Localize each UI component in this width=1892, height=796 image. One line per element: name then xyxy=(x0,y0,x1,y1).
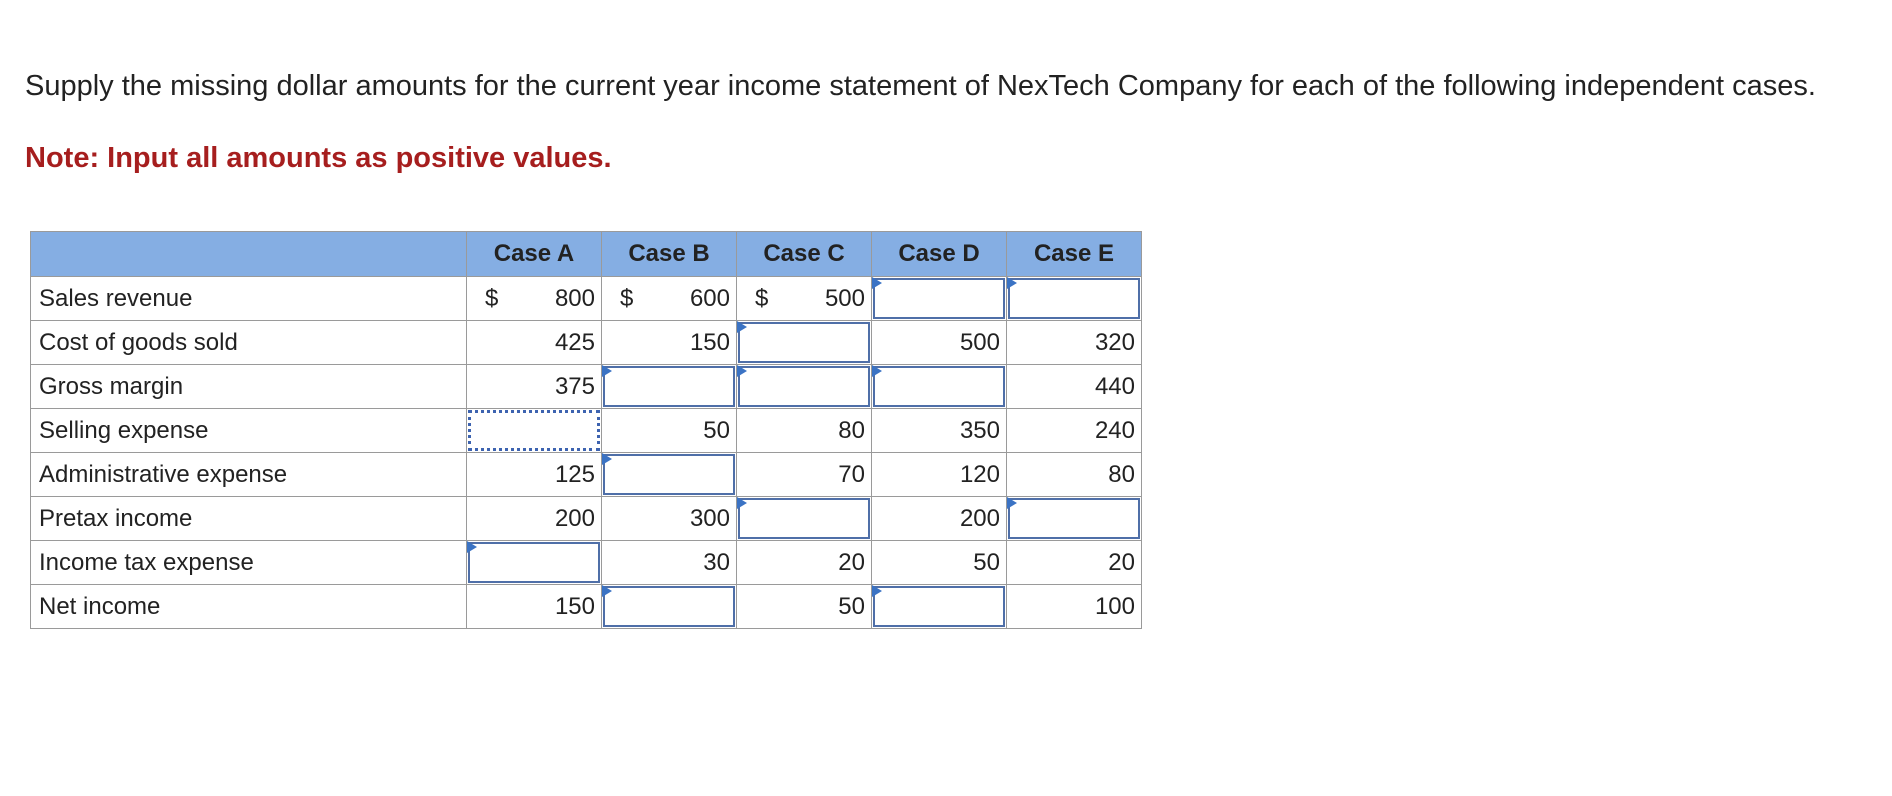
input-cell-net-income-case-b[interactable] xyxy=(602,585,737,629)
net-income-case-d-input[interactable] xyxy=(873,586,1005,627)
value-cell-selling-expense-case-d xyxy=(872,409,1007,453)
cell-value: 425 xyxy=(554,328,595,356)
value-cell-income-tax-expense-case-b xyxy=(602,541,737,585)
table-row xyxy=(31,277,1142,321)
input-marker-icon xyxy=(872,365,882,377)
value-cell-net-income-case-c xyxy=(737,585,872,629)
pretax-income-case-c-input[interactable] xyxy=(738,498,870,539)
cell-value: 600 xyxy=(689,284,730,312)
table-header xyxy=(31,232,1142,277)
value-cell-pretax-income-case-b xyxy=(602,497,737,541)
row-label-selling-expense: Selling expense xyxy=(31,409,467,453)
table-row xyxy=(31,321,1142,365)
sales-revenue-case-e-input[interactable] xyxy=(1008,278,1140,319)
net-income-case-b-input[interactable] xyxy=(603,586,735,627)
cell-value: 500 xyxy=(959,328,1000,356)
value-cell-cost-of-goods-sold-case-e xyxy=(1007,321,1142,365)
value-cell-administrative-expense-case-d xyxy=(872,453,1007,497)
input-cell-selling-expense-case-a[interactable] xyxy=(467,409,602,453)
value-cell-income-tax-expense-case-d xyxy=(872,541,1007,585)
value-cell-gross-margin-case-e xyxy=(1007,365,1142,409)
question-text: Supply the missing dollar amounts for the current year income statement of NexTech Company for each of the following independent cases. xyxy=(25,70,1816,102)
value-cell-income-tax-expense-case-c xyxy=(737,541,872,585)
cell-value: 20 xyxy=(838,548,865,576)
cell-value: 320 xyxy=(1094,328,1135,356)
row-label-cost-of-goods-sold: Cost of goods sold xyxy=(31,321,467,365)
header-case-b: Case B xyxy=(602,232,737,277)
row-label-income-tax-expense: Income tax expense xyxy=(31,541,467,585)
header-case-c: Case C xyxy=(737,232,872,277)
input-marker-icon xyxy=(602,453,612,465)
value-cell-administrative-expense-case-a xyxy=(467,453,602,497)
input-marker-icon xyxy=(872,585,882,597)
value-cell-sales-revenue-case-b xyxy=(602,277,737,321)
selling-expense-case-a-input[interactable] xyxy=(468,410,600,451)
input-cell-gross-margin-case-c[interactable] xyxy=(737,365,872,409)
cell-value: 150 xyxy=(554,592,595,620)
header-case-a: Case A xyxy=(467,232,602,277)
table-row xyxy=(31,541,1142,585)
row-label-net-income: Net income xyxy=(31,585,467,629)
input-cell-pretax-income-case-c[interactable] xyxy=(737,497,872,541)
input-marker-icon xyxy=(602,365,612,377)
dollar-sign: $ xyxy=(755,284,769,312)
value-cell-selling-expense-case-c xyxy=(737,409,872,453)
sales-revenue-case-d-input[interactable] xyxy=(873,278,1005,319)
cell-value: 800 xyxy=(554,284,595,312)
input-marker-icon xyxy=(737,497,747,509)
input-cell-cost-of-goods-sold-case-c[interactable] xyxy=(737,321,872,365)
cell-value: 70 xyxy=(838,460,865,488)
input-cell-gross-margin-case-b[interactable] xyxy=(602,365,737,409)
input-cell-administrative-expense-case-b[interactable] xyxy=(602,453,737,497)
row-label-sales-revenue: Sales revenue xyxy=(31,277,467,321)
input-marker-icon xyxy=(872,277,882,289)
cell-value: 50 xyxy=(973,548,1000,576)
input-marker-icon xyxy=(1007,497,1017,509)
value-cell-net-income-case-e xyxy=(1007,585,1142,629)
value-cell-selling-expense-case-b xyxy=(602,409,737,453)
dollar-sign: $ xyxy=(485,284,499,312)
value-cell-administrative-expense-case-c xyxy=(737,453,872,497)
table-body xyxy=(31,277,1142,629)
gross-margin-case-c-input[interactable] xyxy=(738,366,870,407)
table-row xyxy=(31,497,1142,541)
input-cell-net-income-case-d[interactable] xyxy=(872,585,1007,629)
note-text: Note: Input all amounts as positive values. xyxy=(25,142,612,174)
cell-value: 80 xyxy=(1108,460,1135,488)
cell-value: 150 xyxy=(689,328,730,356)
cell-value: 440 xyxy=(1094,372,1135,400)
cell-value: 125 xyxy=(554,460,595,488)
value-cell-administrative-expense-case-e xyxy=(1007,453,1142,497)
dollar-sign: $ xyxy=(620,284,634,312)
cell-value: 200 xyxy=(959,504,1000,532)
value-cell-cost-of-goods-sold-case-a xyxy=(467,321,602,365)
value-cell-cost-of-goods-sold-case-d xyxy=(872,321,1007,365)
row-label-gross-margin: Gross margin xyxy=(31,365,467,409)
input-marker-icon xyxy=(602,585,612,597)
income-tax-expense-case-a-input[interactable] xyxy=(468,542,600,583)
cell-value: 350 xyxy=(959,416,1000,444)
input-marker-icon xyxy=(737,321,747,333)
cell-value: 30 xyxy=(703,548,730,576)
header-case-d: Case D xyxy=(872,232,1007,277)
input-cell-sales-revenue-case-d[interactable] xyxy=(872,277,1007,321)
pretax-income-case-e-input[interactable] xyxy=(1008,498,1140,539)
income-statement-table xyxy=(30,231,1142,629)
administrative-expense-case-b-input[interactable] xyxy=(603,454,735,495)
value-cell-sales-revenue-case-c xyxy=(737,277,872,321)
gross-margin-case-b-input[interactable] xyxy=(603,366,735,407)
cell-value: 240 xyxy=(1094,416,1135,444)
value-cell-net-income-case-a xyxy=(467,585,602,629)
table-row xyxy=(31,409,1142,453)
value-cell-selling-expense-case-e xyxy=(1007,409,1142,453)
input-cell-income-tax-expense-case-a[interactable] xyxy=(467,541,602,585)
table-row xyxy=(31,585,1142,629)
value-cell-pretax-income-case-a xyxy=(467,497,602,541)
input-cell-sales-revenue-case-e[interactable] xyxy=(1007,277,1142,321)
cell-value: 200 xyxy=(554,504,595,532)
header-case-e: Case E xyxy=(1007,232,1142,277)
cell-value: 20 xyxy=(1108,548,1135,576)
row-label-administrative-expense: Administrative expense xyxy=(31,453,467,497)
cell-value: 120 xyxy=(959,460,1000,488)
cell-value: 100 xyxy=(1094,592,1135,620)
input-cell-pretax-income-case-e[interactable] xyxy=(1007,497,1142,541)
value-cell-gross-margin-case-a xyxy=(467,365,602,409)
row-label-pretax-income: Pretax income xyxy=(31,497,467,541)
cell-value: 50 xyxy=(838,592,865,620)
input-cell-gross-margin-case-d[interactable] xyxy=(872,365,1007,409)
cell-value: 80 xyxy=(838,416,865,444)
cell-value: 50 xyxy=(703,416,730,444)
input-marker-icon xyxy=(467,541,477,553)
value-cell-income-tax-expense-case-e xyxy=(1007,541,1142,585)
input-marker-icon xyxy=(737,365,747,377)
gross-margin-case-d-input[interactable] xyxy=(873,366,1005,407)
cost-of-goods-sold-case-c-input[interactable] xyxy=(738,322,870,363)
cell-value: 500 xyxy=(824,284,865,312)
cell-value: 300 xyxy=(689,504,730,532)
table-row xyxy=(31,365,1142,409)
table-row xyxy=(31,453,1142,497)
value-cell-cost-of-goods-sold-case-b xyxy=(602,321,737,365)
header-blank xyxy=(31,232,467,277)
value-cell-sales-revenue-case-a xyxy=(467,277,602,321)
cell-value: 375 xyxy=(554,372,595,400)
header-row xyxy=(31,232,1142,277)
input-marker-icon xyxy=(1007,277,1017,289)
value-cell-pretax-income-case-d xyxy=(872,497,1007,541)
